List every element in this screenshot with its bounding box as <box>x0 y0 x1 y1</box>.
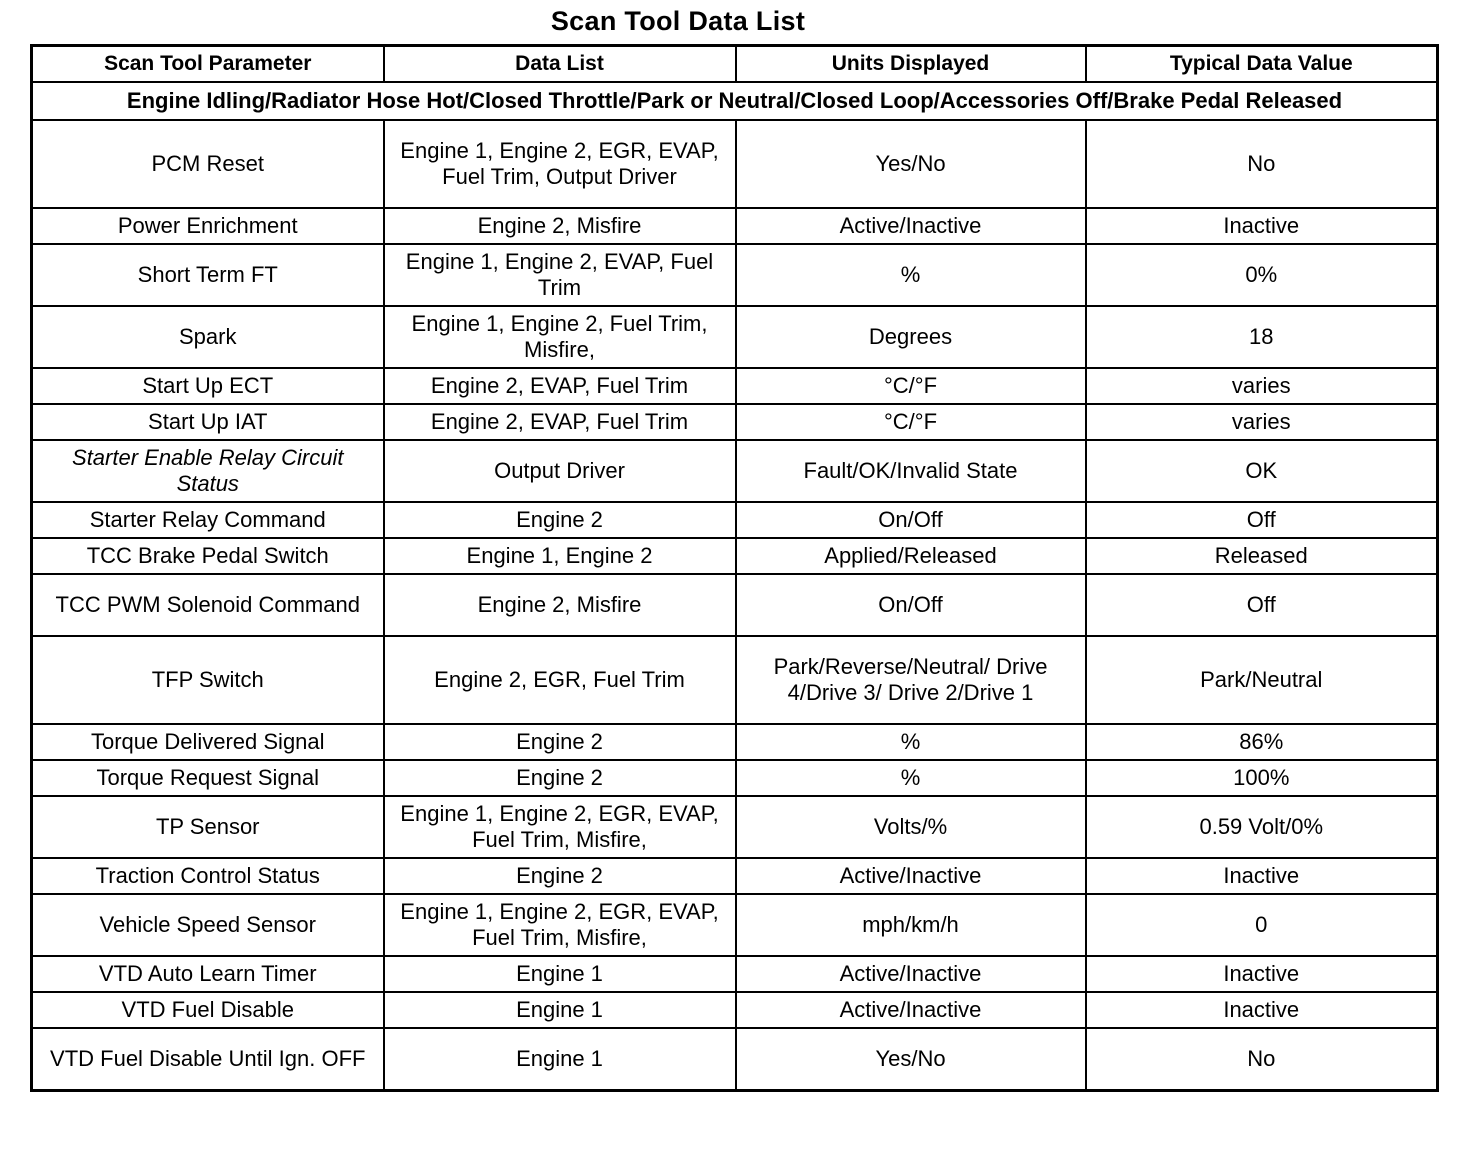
parameter-cell: TCC PWM Solenoid Command <box>32 574 384 636</box>
parameter-cell: TFP Switch <box>32 636 384 724</box>
parameter-cell: VTD Fuel Disable Until Ign. OFF <box>32 1028 384 1091</box>
parameter-cell: Starter Relay Command <box>32 502 384 538</box>
scan-tool-data-table <box>30 44 1439 1092</box>
table-row <box>32 1028 1438 1091</box>
typical-value-cell: varies <box>1086 404 1438 440</box>
data-list-cell: Engine 1, Engine 2, EGR, EVAP, Fuel Trim, Misfire, <box>384 796 736 858</box>
units-cell: % <box>736 760 1086 796</box>
parameter-cell: Spark <box>32 306 384 368</box>
data-list-cell: Engine 1 <box>384 992 736 1028</box>
units-cell: Active/Inactive <box>736 208 1086 244</box>
table-row <box>32 894 1438 956</box>
typical-value-cell: varies <box>1086 368 1438 404</box>
data-list-cell: Engine 1 <box>384 1028 736 1091</box>
units-cell: Yes/No <box>736 1028 1086 1091</box>
units-cell: % <box>736 244 1086 306</box>
data-list-cell: Engine 2 <box>384 724 736 760</box>
typical-value-cell: OK <box>1086 440 1438 502</box>
typical-value-cell: 100% <box>1086 760 1438 796</box>
data-list-cell: Engine 2, Misfire <box>384 574 736 636</box>
parameter-cell: Start Up ECT <box>32 368 384 404</box>
data-list-cell: Engine 1, Engine 2, Fuel Trim, Misfire, <box>384 306 736 368</box>
units-cell: Volts/% <box>736 796 1086 858</box>
table-row <box>32 538 1438 574</box>
data-list-cell: Engine 2, EGR, Fuel Trim <box>384 636 736 724</box>
typical-value-cell: Inactive <box>1086 208 1438 244</box>
data-list-cell: Output Driver <box>384 440 736 502</box>
parameter-cell: Short Term FT <box>32 244 384 306</box>
table-row <box>32 208 1438 244</box>
header-typical-data-value: Typical Data Value <box>1086 46 1438 83</box>
data-list-cell: Engine 2, Misfire <box>384 208 736 244</box>
parameter-cell: PCM Reset <box>32 120 384 208</box>
data-list-cell: Engine 2, EVAP, Fuel Trim <box>384 368 736 404</box>
header-data-list: Data List <box>384 46 736 83</box>
units-cell: Fault/OK/Invalid State <box>736 440 1086 502</box>
parameter-cell: Start Up IAT <box>32 404 384 440</box>
typical-value-cell: Inactive <box>1086 858 1438 894</box>
table-row <box>32 120 1438 208</box>
table-row <box>32 796 1438 858</box>
units-cell: Active/Inactive <box>736 992 1086 1028</box>
typical-value-cell: Park/Neutral <box>1086 636 1438 724</box>
units-cell: °C/°F <box>736 404 1086 440</box>
data-list-cell: Engine 1, Engine 2 <box>384 538 736 574</box>
data-list-cell: Engine 2 <box>384 858 736 894</box>
data-list-cell: Engine 1, Engine 2, EGR, EVAP, Fuel Trim, Output Driver <box>384 120 736 208</box>
table-row <box>32 992 1438 1028</box>
typical-value-cell: Inactive <box>1086 956 1438 992</box>
units-cell: mph/km/h <box>736 894 1086 956</box>
operating-condition: Engine Idling/Radiator Hose Hot/Closed Throttle/Park or Neutral/Closed Loop/Accessories Off/Brake Pedal Released <box>32 82 1438 120</box>
table-row <box>32 306 1438 368</box>
table-row <box>32 502 1438 538</box>
typical-value-cell: Off <box>1086 574 1438 636</box>
parameter-cell: Torque Request Signal <box>32 760 384 796</box>
data-list-cell: Engine 1, Engine 2, EVAP, Fuel Trim <box>384 244 736 306</box>
typical-value-cell: 86% <box>1086 724 1438 760</box>
units-cell: Active/Inactive <box>736 956 1086 992</box>
units-cell: On/Off <box>736 502 1086 538</box>
typical-value-cell: Off <box>1086 502 1438 538</box>
parameter-cell: Power Enrichment <box>32 208 384 244</box>
parameter-cell: Traction Control Status <box>32 858 384 894</box>
units-cell: Degrees <box>736 306 1086 368</box>
parameter-cell: Vehicle Speed Sensor <box>32 894 384 956</box>
typical-value-cell: 18 <box>1086 306 1438 368</box>
typical-value-cell: 0% <box>1086 244 1438 306</box>
data-list-cell: Engine 1 <box>384 956 736 992</box>
typical-value-cell: No <box>1086 120 1438 208</box>
parameter-cell: Starter Enable Relay Circuit Status <box>32 440 384 502</box>
units-cell: Yes/No <box>736 120 1086 208</box>
parameter-cell: TCC Brake Pedal Switch <box>32 538 384 574</box>
parameter-cell: TP Sensor <box>32 796 384 858</box>
parameter-cell: VTD Auto Learn Timer <box>32 956 384 992</box>
units-cell: % <box>736 724 1086 760</box>
table-row <box>32 244 1438 306</box>
typical-value-cell: No <box>1086 1028 1438 1091</box>
units-cell: °C/°F <box>736 368 1086 404</box>
units-cell: Applied/Released <box>736 538 1086 574</box>
condition-row <box>32 82 1438 120</box>
page-title: Scan Tool Data List <box>550 6 806 36</box>
data-list-cell: Engine 2, EVAP, Fuel Trim <box>384 404 736 440</box>
table-row <box>32 404 1438 440</box>
data-list-cell: Engine 2 <box>384 760 736 796</box>
parameter-cell: VTD Fuel Disable <box>32 992 384 1028</box>
table-row <box>32 636 1438 724</box>
data-list-cell: Engine 1, Engine 2, EGR, EVAP, Fuel Trim, Misfire, <box>384 894 736 956</box>
table-row <box>32 368 1438 404</box>
header-row <box>32 46 1438 83</box>
typical-value-cell: 0 <box>1086 894 1438 956</box>
data-list-cell: Engine 2 <box>384 502 736 538</box>
typical-value-cell: Inactive <box>1086 992 1438 1028</box>
table-row <box>32 858 1438 894</box>
table-row <box>32 956 1438 992</box>
header-units-displayed: Units Displayed <box>736 46 1086 83</box>
typical-value-cell: Released <box>1086 538 1438 574</box>
header-scan-tool-parameter: Scan Tool Parameter <box>32 46 384 83</box>
parameter-cell: Torque Delivered Signal <box>32 724 384 760</box>
table-row <box>32 724 1438 760</box>
table-row <box>32 574 1438 636</box>
typical-value-cell: 0.59 Volt/0% <box>1086 796 1438 858</box>
units-cell: Active/Inactive <box>736 858 1086 894</box>
table-row <box>32 760 1438 796</box>
table-row <box>32 440 1438 502</box>
units-cell: Park/Reverse/Neutral/ Drive 4/Drive 3/ Drive 2/Drive 1 <box>736 636 1086 724</box>
units-cell: On/Off <box>736 574 1086 636</box>
